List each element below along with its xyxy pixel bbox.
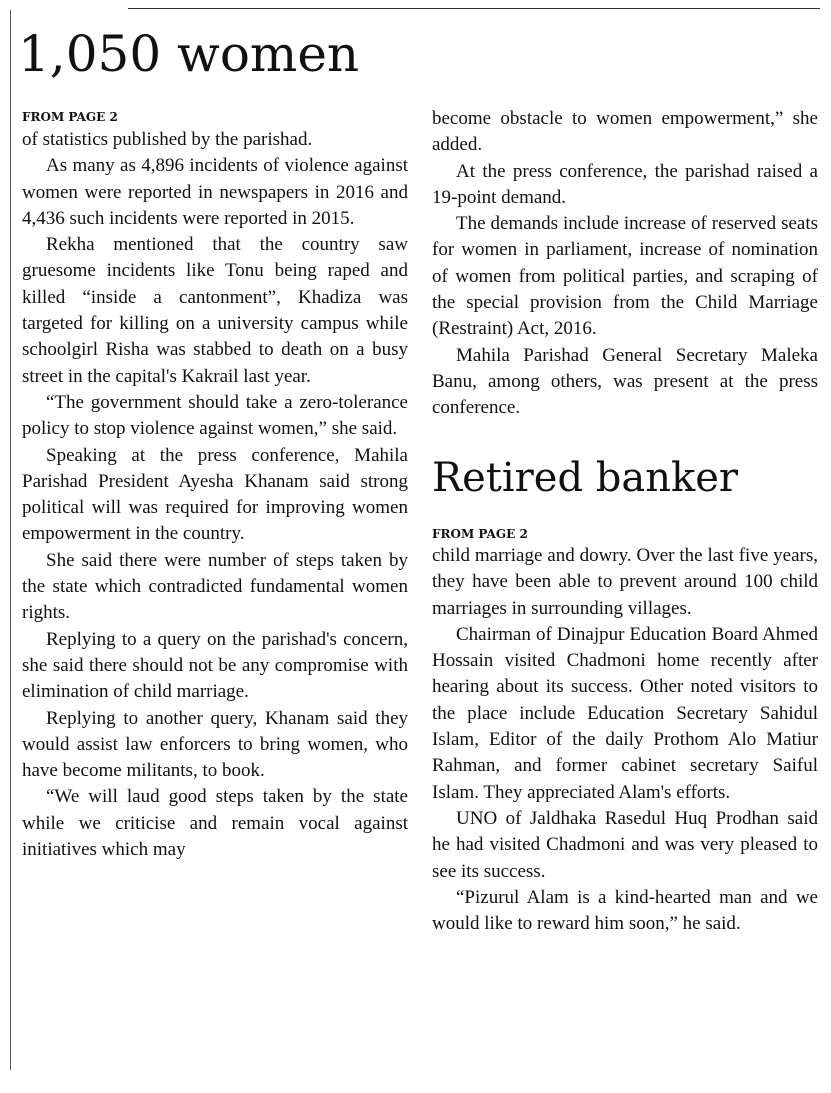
paragraph: Rekha mentioned that the country saw gruesome incidents like Tonu being raped and killed “inside a cantonment”, Khadiza was targeted for killing on a university campus while schoolgirl Risha was stabbed to death on a busy street in the capital's Kakrail last year. [22,234,408,387]
story-headline-banker: Retired banker [432,455,739,501]
paragraph: “The government should take a zero-tolerance policy to stop violence against women,” she said. [22,391,408,440]
paragraph: Replying to another query, Khanam said they would assist law enforcers to bring women, who have become militants, to book. [22,707,408,782]
story-kicker-women: FROM PAGE 2 [22,110,118,124]
paragraph: UNO of Jaldhaka Rasedul Huq Prodhan said he had visited Chadmoni and was very pleased to see its success. [432,807,818,882]
paragraph: “Pizurul Alam is a kind-hearted man and we would like to reward him soon,” he said. [432,886,818,935]
paragraph: Mahila Parishad General Secretary Maleka Banu, among others, was present at the press conference. [432,344,818,419]
top-rule [128,8,820,9]
paragraph: The demands include increase of reserved seats for women in parliament, increase of nomination of women from political parties, and scraping of the special provision from the Child Marriage (Restraint) Act, 2016. [432,213,818,340]
paragraph: She said there were number of steps taken by the state which contradicted fundamental women rights. [22,549,408,624]
story-kicker-banker: FROM PAGE 2 [432,527,528,541]
left-column-rule [10,10,11,1070]
story-women-column-1 [22,127,408,863]
paragraph: become obstacle to women empowerment,” she added. [432,108,818,156]
story-banker-column [432,543,818,937]
paragraph: of statistics published by the parishad. [22,129,313,150]
story-women-column-2 [432,106,818,422]
paragraph: Chairman of Dinajpur Education Board Ahmed Hossain visited Chadmoni home recently after hearing about its success. Other noted visitors to the place include Education Secretary Sahidul Islam, Editor of the daily Prothom Alo Matiur Rahman, and former cabinet secretary Saiful Islam. They appreciated Alam's efforts. [432,623,818,803]
paragraph: child marriage and dowry. Over the last five years, they have been able to prevent around 100 child marriages in surrounding villages. [432,545,818,619]
paragraph: “We will laud good steps taken by the state while we criticise and remain vocal against initiatives which may [22,786,408,861]
paragraph: At the press conference, the parishad raised a 19-point demand. [432,160,818,208]
paragraph: Speaking at the press conference, Mahila Parishad President Ayesha Khanam said strong political will was required for improving women empowerment in the country. [22,444,408,545]
paragraph: Replying to a query on the parishad's concern, she said there should not be any compromise with elimination of child marriage. [22,628,408,703]
paragraph: As many as 4,896 incidents of violence against women were reported in newspapers in 2016 and 4,436 such incidents were reported in 2015. [22,155,408,229]
story-headline-women: 1,050 women [18,25,360,83]
